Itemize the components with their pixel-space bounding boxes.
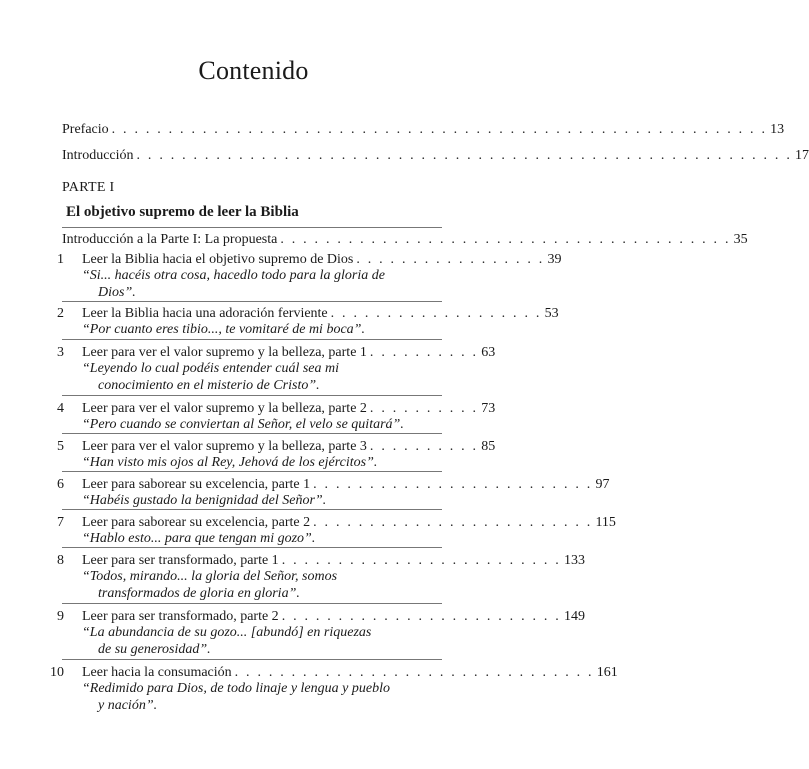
- chapter-divider: [62, 301, 442, 302]
- chapter-title: Leer para ver el valor supremo y la belleza, parte 2: [82, 401, 367, 416]
- part-label: PARTE I: [62, 180, 115, 195]
- chapter-epigraph-line: Dios”.: [98, 285, 136, 300]
- dot-leader: . . . . . . . . . .: [369, 401, 479, 416]
- chapter-epigraph-line: “Hablo esto... para que tengan mi gozo”.: [82, 531, 316, 546]
- chapter-number: 1: [57, 252, 64, 267]
- chapter-epigraph-line: de su generosidad”.: [98, 642, 211, 657]
- toc-entry-introduccion[interactable]: [62, 148, 809, 164]
- toc-entry-label: Introducción: [62, 148, 134, 163]
- chapter-page: 149: [564, 609, 585, 624]
- chapter-epigraph-line: “Pero cuando se conviertan al Señor, el velo se quitará”.: [82, 417, 404, 432]
- chapter-epigraph-line: “Redimido para Dios, de todo linaje y lengua y pueblo: [82, 681, 390, 696]
- chapter-title-line[interactable]: [82, 665, 618, 681]
- chapter-divider: [62, 509, 442, 510]
- dot-leader: . . . . . . . . . . . . . . . . . . . . . . . . . . . . . . . . . . . . . . . . . . . . . . . . . . . . . . . . . .: [111, 122, 768, 137]
- chapter-title-line[interactable]: [82, 477, 610, 493]
- chapter-page: 97: [595, 477, 610, 492]
- chapter-title: Leer para saborear su excelencia, parte 1: [82, 477, 311, 492]
- chapter-number: 3: [57, 345, 64, 360]
- chapter-title: Leer la Biblia hacia el objetivo supremo de Dios: [82, 252, 354, 267]
- chapter-title: Leer para ver el valor supremo y la belleza, parte 1: [82, 345, 367, 360]
- dot-leader: . . . . . . . . . . . . . . . . . . . . . . . . . . . . . . . . . . . . . . . . . . . . . . . . . . . . . . . . . .: [136, 148, 793, 163]
- dot-leader: . . . . . . . . . . . . . . . . . . . . . . . . . . . . . . . .: [234, 665, 594, 680]
- chapter-title-line[interactable]: [82, 252, 562, 268]
- chapter-page: 53: [544, 306, 559, 321]
- chapter-divider: [62, 547, 442, 548]
- chapter-title-line[interactable]: [82, 553, 585, 569]
- chapter-number: 8: [57, 553, 64, 568]
- chapter-title-line[interactable]: [82, 401, 496, 417]
- chapter-divider: [62, 603, 442, 604]
- chapter-epigraph-line: “La abundancia de su gozo... [abundó] en riquezas: [82, 625, 372, 640]
- toc-entry-label: Introducción a la Parte I: La propuesta: [62, 232, 278, 247]
- chapter-title-line[interactable]: [82, 306, 559, 322]
- chapter-number: 4: [57, 401, 64, 416]
- chapter-number: 5: [57, 439, 64, 454]
- dot-leader: . . . . . . . . . .: [369, 439, 479, 454]
- chapter-epigraph-line: “Si... hacéis otra cosa, hacedlo todo para la gloria de: [82, 268, 385, 283]
- part-title: El objetivo supremo de leer la Biblia: [66, 204, 299, 220]
- chapter-epigraph-line: y nación”.: [98, 698, 158, 713]
- chapter-epigraph-line: “Todos, mirando... la gloria del Señor, somos: [82, 569, 338, 584]
- chapter-title-line[interactable]: [82, 609, 585, 625]
- toc-entry-part-intro[interactable]: [62, 232, 748, 248]
- chapter-page: 73: [481, 401, 496, 416]
- chapter-title: Leer hacia la consumación: [82, 665, 232, 680]
- chapter-title-line[interactable]: [82, 439, 496, 455]
- dot-leader: . . . . . . . . . . . . . . . . . . . . . . . . .: [281, 553, 561, 568]
- chapter-page: 161: [596, 665, 618, 680]
- toc-entry-page: 35: [733, 232, 748, 247]
- chapter-page: 39: [547, 252, 562, 267]
- dot-leader: . . . . . . . . . . . . . . . . . . . . . . . . .: [313, 477, 593, 492]
- part-divider: [62, 227, 442, 228]
- chapter-number: 2: [57, 306, 64, 321]
- chapter-page: 115: [595, 515, 616, 530]
- toc-entry-page: 17: [795, 148, 809, 163]
- chapter-epigraph-line: transformados de gloria en gloria”.: [98, 586, 300, 601]
- chapter-title: Leer para saborear su excelencia, parte 2: [82, 515, 311, 530]
- chapter-title: Leer la Biblia hacia una adoración ferviente: [82, 306, 328, 321]
- toc-entry-page: 13: [770, 122, 785, 137]
- chapter-title-line[interactable]: [82, 345, 496, 361]
- dot-leader: . . . . . . . . . . . . . . . . . . . . . . . . . . . . . . . . . . . . . . . .: [280, 232, 731, 247]
- toc-entry-prefacio[interactable]: [62, 122, 785, 138]
- chapter-divider: [62, 659, 442, 660]
- chapter-title: Leer para ser transformado, parte 2: [82, 609, 279, 624]
- dot-leader: . . . . . . . . . . . . . . . . . . . . . . . . .: [281, 609, 561, 624]
- chapter-divider: [62, 471, 442, 472]
- page-title: Contenido: [198, 56, 309, 85]
- dot-leader: . . . . . . . . . .: [369, 345, 479, 360]
- chapter-divider: [62, 339, 442, 340]
- chapter-epigraph-line: conocimiento en el misterio de Cristo”.: [98, 378, 320, 393]
- chapter-title-line[interactable]: [82, 515, 616, 531]
- chapter-epigraph-line: “Habéis gustado la benignidad del Señor”.: [82, 493, 327, 508]
- chapter-number: 6: [57, 477, 64, 492]
- chapter-title: Leer para ver el valor supremo y la belleza, parte 3: [82, 439, 367, 454]
- chapter-epigraph-line: “Leyendo lo cual podéis entender cuál sea mi: [82, 361, 340, 376]
- chapter-divider: [62, 395, 442, 396]
- toc-entry-label: Prefacio: [62, 122, 109, 137]
- chapter-page: 85: [481, 439, 496, 454]
- chapter-page: 63: [481, 345, 496, 360]
- chapter-page: 133: [564, 553, 585, 568]
- dot-leader: . . . . . . . . . . . . . . . . .: [356, 252, 545, 267]
- chapter-number: 9: [57, 609, 64, 624]
- chapter-title: Leer para ser transformado, parte 1: [82, 553, 279, 568]
- dot-leader: . . . . . . . . . . . . . . . . . . .: [330, 306, 542, 321]
- chapter-number: 7: [57, 515, 64, 530]
- chapter-epigraph-line: “Han visto mis ojos al Rey, Jehová de los ejércitos”.: [82, 455, 378, 470]
- chapter-divider: [62, 433, 442, 434]
- chapter-number: 10: [50, 665, 64, 680]
- chapter-epigraph-line: “Por cuanto eres tibio..., te vomitaré de mi boca”.: [82, 322, 365, 337]
- dot-leader: . . . . . . . . . . . . . . . . . . . . . . . . .: [313, 515, 593, 530]
